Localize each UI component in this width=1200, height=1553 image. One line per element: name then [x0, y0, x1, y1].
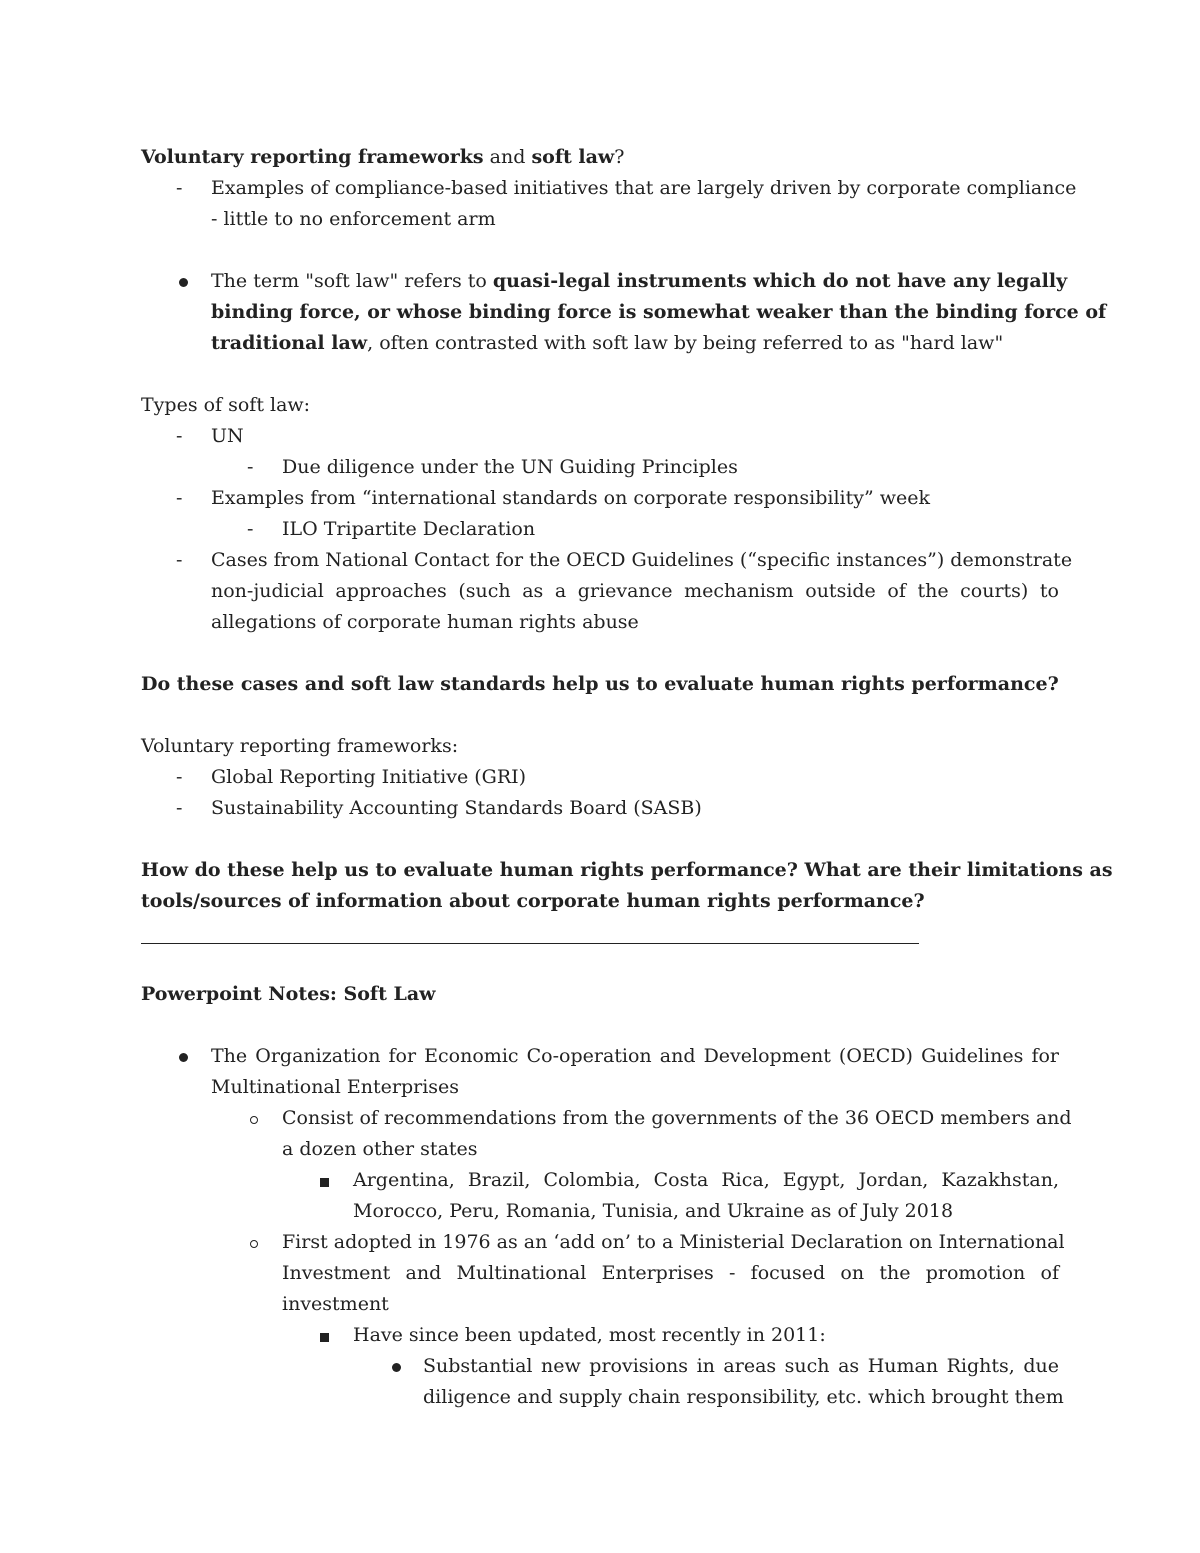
list-item-cont: - little to no enforcement arm	[211, 208, 496, 230]
question-heading: How do these help us to evaluate human rights performance? What are their limitations as	[141, 859, 1113, 881]
dash-marker: -	[176, 487, 183, 509]
bullet-marker	[179, 278, 188, 287]
list-item: Cases from National Contact for the OECD Guidelines (“specific instances”) demonstrate	[211, 549, 1073, 571]
sub-list-item: First adopted in 1976 as an ‘add on’ to a Ministerial Declaration on International	[282, 1231, 1065, 1253]
list-item: Sustainability Accounting Standards Board (SASB)	[211, 797, 702, 819]
bullet-marker	[179, 1053, 188, 1062]
sub-sub-list-item-cont: Morocco, Peru, Romania, Tunisia, and Ukraine as of July 2018	[353, 1200, 954, 1222]
sub-sub-list-item: Argentina, Brazil, Colombia, Costa Rica, Egypt, Jordan, Kazakhstan,	[353, 1169, 1059, 1191]
sub-list-item-cont: investment	[282, 1293, 389, 1315]
ppt-notes-title: Powerpoint Notes: Soft Law	[141, 983, 436, 1005]
bullet-marker	[392, 1363, 401, 1372]
dash-marker: -	[247, 456, 254, 478]
sub-list-item: ILO Tripartite Declaration	[282, 518, 536, 540]
dash-marker: -	[176, 797, 183, 819]
list-item-cont: allegations of corporate human rights abuse	[211, 611, 639, 633]
list-item: Examples of compliance-based initiatives that are largely driven by corporate compliance	[211, 177, 1077, 199]
list-item-cont: non-judicial approaches (such as a grievance mechanism outside of the courts) to	[211, 580, 1059, 602]
frameworks-heading: Voluntary reporting frameworks:	[141, 735, 459, 757]
square-bullet-marker	[320, 1178, 329, 1187]
sub-sub-list-item: Have since been updated, most recently in 2011:	[353, 1324, 826, 1346]
types-heading: Types of soft law:	[141, 394, 311, 416]
question-heading-cont: tools/sources of information about corporate human rights performance?	[141, 890, 925, 912]
list-item-cont: Multinational Enterprises	[211, 1076, 460, 1098]
square-bullet-marker	[320, 1333, 329, 1342]
deep-list-item: Substantial new provisions in areas such as Human Rights, due	[423, 1355, 1059, 1377]
list-item: Examples from “international standards on corporate responsibility” week	[211, 487, 931, 509]
deep-list-item-cont: diligence and supply chain responsibility, etc. which brought them	[423, 1386, 1064, 1408]
dash-marker: -	[176, 549, 183, 571]
list-item: The Organization for Economic Co-operation and Development (OECD) Guidelines for	[211, 1045, 1059, 1067]
sub-list-item: Due diligence under the UN Guiding Principles	[282, 456, 738, 478]
sub-list-item-cont: Investment and Multinational Enterprises - focused on the promotion of	[282, 1262, 1059, 1284]
definition-line: traditional law, often contrasted with soft law by being referred to as "hard law"	[211, 332, 1004, 354]
dash-marker: -	[176, 177, 183, 199]
sub-list-item: Consist of recommendations from the governments of the 36 OECD members and	[282, 1107, 1072, 1129]
circle-bullet-marker	[250, 1240, 258, 1248]
definition-line: binding force, or whose binding force is somewhat weaker than the binding force of	[211, 301, 1107, 323]
dash-marker: -	[176, 766, 183, 788]
list-item: Global Reporting Initiative (GRI)	[211, 766, 527, 788]
dash-marker: -	[176, 425, 183, 447]
question-heading: Do these cases and soft law standards help us to evaluate human rights performance?	[141, 673, 1059, 695]
divider	[141, 943, 919, 944]
dash-marker: -	[247, 518, 254, 540]
definition-line: The term "soft law" refers to quasi-legal instruments which do not have any legally	[211, 270, 1068, 292]
section-heading: Voluntary reporting frameworks and soft law?	[141, 146, 625, 168]
list-item: UN	[211, 425, 244, 447]
sub-list-item-cont: a dozen other states	[282, 1138, 478, 1160]
circle-bullet-marker	[250, 1116, 258, 1124]
